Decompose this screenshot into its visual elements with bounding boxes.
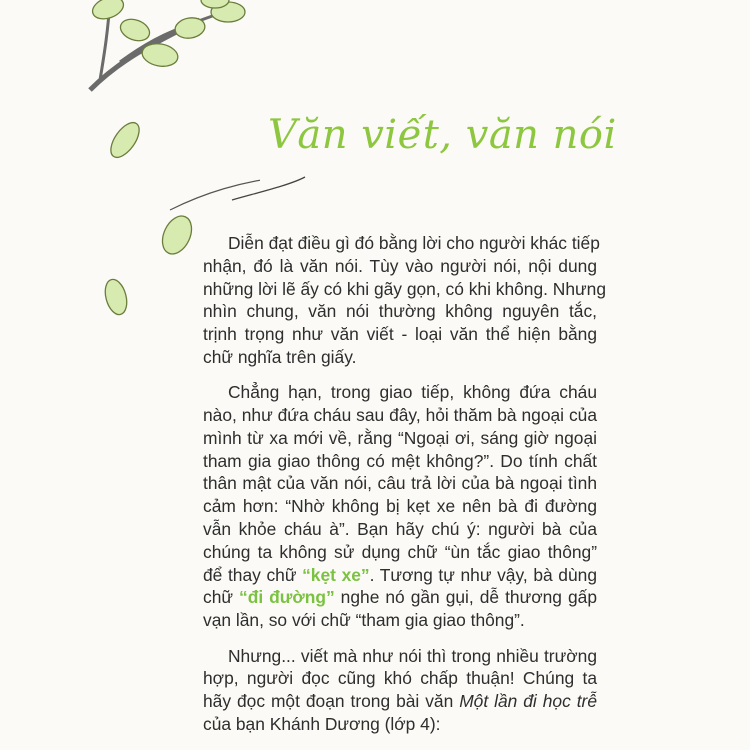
text-segment: . Tương tự như vậy, bà dùng: [369, 564, 597, 585]
text-line: của bạn Khánh Dương (lớp 4):: [203, 713, 441, 734]
text-line: [203, 586, 597, 609]
text-line: [203, 690, 597, 713]
text-line: những lời lẽ ấy có khi gãy gọn, có khi không. Nhưng: [203, 278, 607, 299]
text-line: hợp, người đọc cũng khó chấp thuận! Chúng ta: [203, 668, 597, 689]
highlight-ket-xe: “kẹt xe”: [302, 564, 370, 585]
text-line: chữ nghĩa trên giấy.: [203, 346, 357, 367]
text-segment: chữ: [203, 587, 240, 608]
text-line: tham gia giao thông có mệt không?”. Do tính chất: [203, 450, 597, 471]
text-line: vạn lần, so với chữ “tham gia giao thông”.: [203, 610, 525, 631]
paragraph-1: [203, 232, 607, 369]
text-line: Nhưng... viết mà như nói thì trong nhiều trường: [228, 645, 597, 666]
text-line: nhận, đó là văn nói. Tùy vào người nói, nội dung: [203, 255, 597, 276]
text-line: vẫn khỏe cháu à”. Bạn hãy chú ý: người bà của: [203, 519, 597, 540]
highlight-di-duong: “đi đường”: [239, 587, 335, 608]
text-line: thân mật của văn nói, câu trả lời của bà ngoại tình: [203, 473, 597, 494]
text-line: nhìn chung, văn nói thường không nguyên tắc,: [203, 301, 597, 322]
text-segment: để thay chữ: [203, 564, 303, 585]
text-line: Chẳng hạn, trong giao tiếp, không đứa cháu: [228, 382, 597, 403]
book-title-italic: Một lần đi học trễ: [459, 691, 597, 712]
text-line: cảm hơn: “Nhờ không bị kẹt xe nên bà đi đường: [203, 496, 597, 517]
page-title: Văn viết, văn nói: [268, 112, 617, 158]
text-line: nào, như đứa cháu sau đây, hỏi thăm bà ngoại của: [203, 405, 597, 426]
text-line: mình từ xa mới về, rằng “Ngoại ơi, sáng giờ ngoại: [203, 427, 597, 448]
paragraph-2: [203, 381, 597, 632]
text-segment: nghe nó gần gụi, dễ thương gấp: [334, 587, 597, 608]
text-line: Diễn đạt điều gì đó bằng lời cho người khác tiếp: [228, 233, 600, 253]
article-body: [203, 232, 607, 748]
text-line: [203, 564, 597, 587]
text-line: trịnh trọng như văn viết - loại văn thể hiện bằng: [203, 324, 597, 345]
paragraph-3: [203, 645, 597, 736]
text-segment: hãy đọc một đoạn trong bài văn: [203, 691, 460, 712]
text-line: chúng ta không sử dụng chữ “ùn tắc giao thông”: [203, 541, 597, 562]
